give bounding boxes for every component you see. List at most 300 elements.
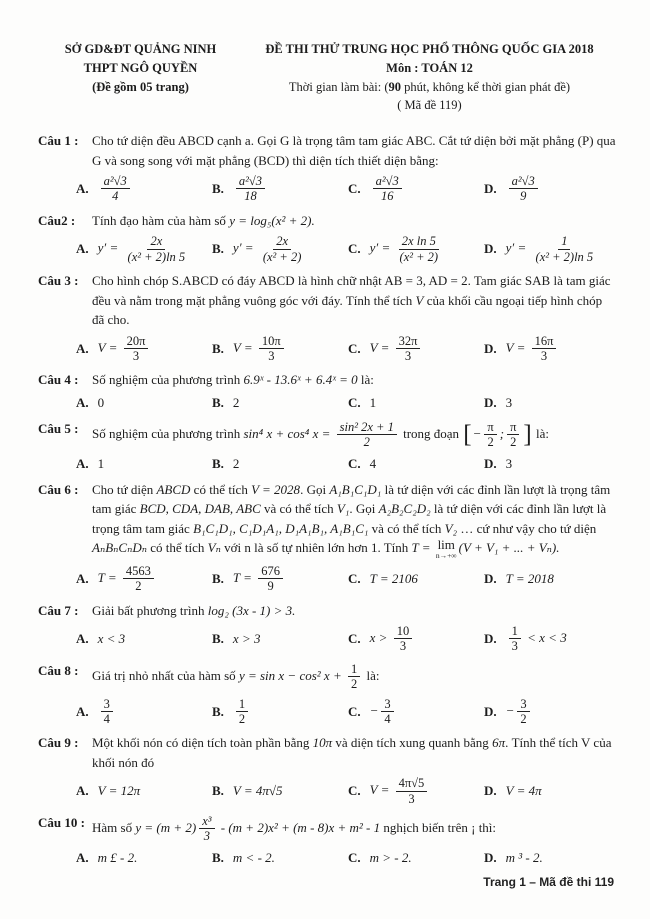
option-label: D. (484, 395, 497, 410)
fraction-numerator: 1 (348, 662, 360, 677)
fraction-denominator: 2 (135, 579, 142, 594)
text-run: 1 (369, 395, 377, 410)
option-B (212, 333, 344, 365)
question-statement (92, 480, 616, 560)
option-label: D. (484, 703, 497, 719)
math-expression: − (505, 702, 515, 718)
option-value (233, 696, 251, 728)
fraction-numerator: 2x (273, 234, 291, 249)
question-statement (92, 733, 616, 772)
text-run: có thể tích (147, 540, 208, 555)
option-value (98, 781, 141, 801)
fraction-numerator: 1 (509, 624, 521, 639)
fraction-numerator: 2x ln 5 (399, 234, 439, 249)
fraction-denominator: 2 (350, 677, 358, 692)
fraction-denominator: 4 (112, 189, 119, 204)
option-label: C. (348, 181, 361, 197)
math-expression: V = (505, 339, 529, 355)
question-body (76, 601, 616, 655)
question-3 (38, 271, 616, 364)
fraction-denominator: 16 (380, 189, 394, 204)
math-expression: A₂B₂C₂D₂ (378, 501, 431, 516)
text-run: Tính đạo hàm của hàm số (92, 212, 230, 228)
fraction-denominator: (x² + 2) (399, 249, 439, 264)
text-run: 0 (97, 395, 105, 410)
questions-list (38, 131, 616, 868)
option-C (348, 393, 480, 413)
text-run: trong đoạn (399, 425, 463, 441)
option-label: D. (484, 783, 497, 799)
exam-title: ĐỀ THI THỬ TRUNG HỌC PHỔ THÔNG QUỐC GIA 2018 (265, 42, 594, 56)
fraction-numerator: 3 (101, 697, 113, 712)
fraction-denominator: 4 (103, 711, 110, 726)
page-footer: Trang 1 – Mã đề thi 119 (483, 875, 614, 889)
fraction-numerator: 32π (396, 334, 421, 349)
text-run: 2 (232, 395, 240, 410)
option-label: C. (348, 850, 361, 866)
text-run: và có thể tích (368, 520, 445, 536)
option-value (233, 454, 240, 474)
option-D (484, 233, 616, 265)
question-label: Câu 7 : (38, 602, 79, 618)
question-statement (92, 601, 616, 621)
option-C (348, 775, 480, 807)
exam-subject: Môn : TOÁN 12 (386, 60, 473, 75)
option-label: A. (76, 181, 89, 197)
fraction (101, 174, 130, 204)
text-run: . Gọi (300, 481, 330, 497)
math-expression: 10π (312, 735, 333, 751)
text-run: Giải bất phương trình (92, 602, 208, 618)
option-label: A. (76, 850, 89, 866)
fraction-denominator: 2 (520, 711, 527, 726)
text-run: … cứ như vậy cho tứ diện (457, 520, 597, 536)
math-expression: ; (499, 425, 505, 441)
header-left-block (38, 40, 243, 115)
question-statement (92, 661, 616, 693)
option-label: C. (348, 783, 361, 799)
text-run: là: (363, 667, 380, 683)
math-expression: (V + V₁ + ... + Vₙ). (458, 540, 560, 555)
question-label: Câu 10 : (38, 815, 85, 831)
question-9 (38, 733, 616, 807)
option-B (212, 233, 344, 265)
option-A (76, 781, 208, 801)
option-A (76, 629, 208, 649)
option-D (484, 393, 616, 413)
option-label: D. (484, 181, 497, 197)
option-A (76, 848, 208, 868)
option-label: B. (212, 783, 224, 799)
option-B (212, 173, 344, 205)
fraction (381, 697, 393, 727)
question-statement (92, 419, 616, 451)
math-expression: V = (232, 339, 256, 355)
duration-minutes: 90 (388, 79, 402, 94)
option-C (348, 848, 480, 868)
question-label: Câu 3 : (38, 273, 79, 288)
fraction (125, 234, 189, 264)
fraction-numerator: π (507, 420, 519, 435)
option-B (212, 454, 344, 474)
math-expression: V = (369, 339, 393, 355)
math-expression: y = (m + 2) (135, 819, 197, 835)
fraction-denominator: 3 (404, 348, 412, 363)
option-label: B. (212, 703, 224, 719)
fraction (397, 234, 442, 264)
text-run: nghịch biến trên ¡ thì: (380, 819, 497, 835)
option-C (348, 173, 480, 205)
math-expression: y = sin x − cos² x + (238, 667, 345, 683)
text-run: Cho tứ diện đều ABCD cạnh a. Gọi G là trọng tâm tam giác ABC. Cắt tứ diện bởi mặt phẳng (P) qua G và song song với mặt phẳng (BCD) thì diện tích thiết diện bằng: (92, 133, 616, 168)
question-body (76, 661, 616, 728)
option-D (484, 696, 616, 728)
fraction (396, 334, 421, 364)
option-value (233, 629, 261, 649)
question-4 (38, 370, 616, 413)
option-D (484, 623, 616, 655)
math-expression: x > 3 (232, 631, 261, 647)
option-C (348, 233, 480, 265)
fraction-numerator: 2x (147, 234, 165, 249)
text-run: có thể tích (190, 481, 252, 497)
question-body (76, 131, 616, 205)
option-value (506, 848, 543, 868)
question-body (76, 480, 616, 595)
option-value (233, 848, 275, 868)
option-value (233, 333, 287, 365)
math-expression: V = 2028 (251, 481, 301, 497)
math-expression: − (369, 702, 379, 718)
option-A (76, 333, 208, 365)
option-value (233, 393, 240, 413)
text-run: 2 (232, 455, 240, 471)
fraction (348, 662, 360, 692)
option-value (506, 173, 541, 205)
text-run: 1 (97, 455, 105, 471)
math-expression: A₁B₁C₁D₁ (329, 481, 382, 497)
question-7 (38, 601, 616, 655)
math-expression: T = 2018 (505, 570, 554, 586)
option-label: C. (348, 570, 361, 586)
question-label: Câu2 : (38, 212, 76, 228)
option-value (506, 393, 513, 413)
text-run: Giá trị nhỏ nhất của hàm số (92, 667, 239, 683)
fraction-numerator: 3 (517, 697, 529, 712)
option-value (98, 696, 116, 728)
text-run: Số nghiệm của phương trình (92, 372, 244, 388)
bracket: [ (463, 421, 472, 449)
options-row (76, 173, 616, 205)
option-value (98, 393, 105, 413)
option-label: B. (212, 340, 224, 356)
fraction-numerator: 10 (394, 624, 413, 639)
options-row (76, 696, 616, 728)
fraction-denominator: 3 (268, 348, 275, 363)
math-expression: - (m + 2)x² + (m - 8)x + m² - 1 (217, 819, 381, 835)
option-C (348, 454, 480, 474)
fraction (258, 564, 283, 594)
math-expression: y′ = (505, 240, 530, 256)
option-value (506, 781, 542, 801)
math-expression: m < - 2. (232, 850, 275, 866)
option-B (212, 781, 344, 801)
option-value (506, 233, 600, 265)
math-expression: m ³ - 2. (505, 850, 543, 866)
math-expression: y = log₅(x² + 2). (229, 212, 315, 228)
fraction (259, 334, 284, 364)
options-row (76, 623, 616, 655)
text-run: 3 (505, 455, 513, 471)
math-expression: T = 2106 (369, 570, 418, 586)
option-value (506, 333, 560, 365)
option-label: B. (212, 631, 224, 647)
exam-header (38, 40, 616, 115)
question-body (76, 733, 616, 807)
fraction (373, 174, 402, 204)
text-run: là: (532, 425, 549, 441)
option-value (98, 333, 152, 365)
fraction-denominator: 9 (267, 579, 274, 594)
duration-suffix: phút, không kể thời gian phát đề) (401, 79, 571, 94)
text-run: . Gọi (349, 501, 379, 516)
option-D (484, 173, 616, 205)
option-value (506, 623, 567, 655)
fraction-numerator: π (484, 420, 496, 435)
fraction (396, 776, 428, 806)
text-run: 4 (369, 455, 377, 471)
question-8 (38, 661, 616, 728)
question-label: Câu 9 : (38, 735, 79, 751)
fraction (509, 174, 538, 204)
option-label: C. (348, 703, 361, 719)
fraction-denominator: (x² + 2)ln 5 (535, 249, 594, 264)
fraction-denominator: 3 (132, 348, 140, 363)
exam-code: ( Mã đề 119) (397, 98, 462, 113)
question-statement (92, 131, 616, 170)
option-value (370, 333, 424, 365)
option-value (98, 629, 126, 649)
math-expression: 6π (492, 735, 506, 751)
question-statement (92, 370, 616, 390)
option-value (233, 563, 286, 595)
fraction-denominator: 2 (487, 435, 494, 450)
text-run: Số nghiệm của phương trình (92, 425, 244, 441)
option-A (76, 173, 208, 205)
fraction-numerator: 10π (259, 334, 284, 349)
option-label: A. (76, 340, 89, 356)
option-label: D. (484, 570, 497, 586)
question-body (76, 370, 616, 413)
fraction-numerator: 3 (381, 697, 393, 712)
page-count-note: (Đề gồm 05 trang) (92, 79, 189, 94)
math-expression: V₂ (444, 520, 458, 536)
option-label: B. (212, 241, 224, 257)
question-6 (38, 480, 616, 595)
fraction-denominator: 9 (520, 189, 527, 204)
bracket: ] (523, 421, 532, 449)
fraction-numerator: 20π (124, 334, 149, 349)
option-label: B. (212, 455, 224, 471)
option-value (233, 173, 268, 205)
option-value (370, 454, 377, 474)
fraction (517, 697, 529, 727)
options-row (76, 775, 616, 807)
duration-prefix: Thời gian làm bài: ( (288, 79, 389, 94)
question-5 (38, 419, 616, 474)
fraction (101, 697, 113, 727)
question-label: Câu 1 : (38, 133, 79, 148)
option-label: C. (348, 340, 361, 356)
fraction-denominator: 3 (511, 639, 518, 654)
math-expression: V = (97, 339, 121, 355)
fraction-numerator: 1 (558, 234, 570, 249)
fraction-denominator: 2 (363, 435, 370, 450)
option-value (98, 454, 105, 474)
options-row (76, 233, 616, 265)
option-D (484, 569, 616, 589)
fraction-numerator: 4π√5 (396, 776, 428, 791)
fraction-numerator: 676 (258, 564, 283, 579)
option-value (370, 696, 397, 728)
math-expression: y′ = (232, 240, 257, 256)
question-2 (38, 211, 616, 265)
option-value (370, 775, 431, 807)
option-value (370, 569, 418, 589)
option-A (76, 393, 208, 413)
options-row (76, 848, 616, 868)
math-expression: x < 3 (97, 631, 126, 647)
math-expression: V = 4π (505, 783, 542, 799)
question-statement (92, 813, 616, 845)
option-A (76, 696, 208, 728)
fraction-numerator: a²√3 (509, 174, 538, 189)
math-expression: m > - 2. (369, 850, 412, 866)
exam-duration (243, 78, 616, 97)
math-expression: < x < 3 (523, 629, 567, 645)
limit-subscript: n→+∞ (435, 551, 457, 561)
option-label: B. (212, 850, 224, 866)
fraction (484, 420, 496, 450)
fraction (533, 234, 597, 264)
option-value (370, 848, 412, 868)
header-right-block (243, 40, 616, 115)
math-expression: log₂ (3x - 1) > 3. (207, 602, 296, 618)
text-run: Một khối nón có diện tích toàn phần bằng (92, 735, 313, 751)
option-label: A. (76, 455, 89, 471)
fraction (507, 420, 519, 450)
option-value (233, 233, 307, 265)
options-row (76, 563, 616, 595)
text-run: Hàm số (92, 819, 136, 835)
fraction-numerator: 1 (236, 697, 248, 712)
option-value (98, 563, 157, 595)
fraction (509, 624, 521, 654)
option-label: B. (212, 570, 224, 586)
text-run: . Tính thể tích V của khối nón đó (92, 735, 612, 770)
option-label: D. (484, 241, 497, 257)
option-value (506, 454, 513, 474)
math-expression: V = (369, 782, 393, 798)
fraction-denominator: 3 (408, 791, 415, 806)
text-run: và diện tích xung quanh bằng (332, 735, 493, 751)
option-value (98, 233, 192, 265)
math-expression: ABCD (156, 481, 191, 497)
question-label: Câu 4 : (38, 372, 79, 388)
option-label: C. (348, 455, 361, 471)
math-expression: − (472, 425, 482, 441)
limit-notation (436, 538, 457, 560)
option-B (212, 393, 344, 413)
option-B (212, 563, 344, 595)
option-B (212, 629, 344, 649)
text-run: là tứ diện với các đỉnh lần lượt là trọng tâm tam giác (92, 481, 611, 516)
math-expression: AₙBₙCₙDₙ (92, 540, 148, 555)
options-row (76, 454, 616, 474)
option-label: C. (348, 395, 361, 410)
fraction-denominator: 2 (238, 711, 246, 726)
fraction-numerator: a²√3 (373, 174, 402, 189)
option-B (212, 848, 344, 868)
option-value (506, 696, 533, 728)
option-D (484, 333, 616, 365)
option-value (370, 623, 416, 655)
text-run: với n là số tự nhiên lớn hơn 1. Tính (220, 540, 412, 555)
option-C (348, 696, 480, 728)
option-label: A. (76, 703, 89, 719)
fraction-numerator: a²√3 (236, 174, 265, 189)
option-C (348, 623, 480, 655)
fraction (236, 174, 265, 204)
question-statement (92, 211, 616, 231)
question-label: Câu 5 : (38, 420, 79, 436)
math-expression: sin⁴ x + cos⁴ x = (243, 425, 334, 441)
math-expression: V = 4π√5 (232, 783, 283, 799)
option-label: D. (484, 631, 497, 647)
question-label: Câu 8 : (38, 662, 79, 678)
question-body (76, 271, 616, 364)
fraction-denominator: (x² + 2) (262, 249, 302, 264)
option-label: A. (76, 570, 89, 586)
math-expression: y′ = (97, 240, 122, 256)
option-label: A. (76, 631, 89, 647)
fraction (260, 234, 305, 264)
option-value (98, 173, 133, 205)
option-label: A. (76, 241, 89, 257)
fraction (199, 814, 214, 844)
fraction-denominator: 3 (399, 639, 407, 654)
option-D (484, 781, 616, 801)
fraction-numerator: a²√3 (101, 174, 130, 189)
option-label: D. (484, 850, 497, 866)
math-expression: y′ = (369, 240, 394, 256)
math-expression: V = 12π (97, 783, 141, 799)
question-10 (38, 813, 616, 868)
fraction-denominator: 4 (384, 711, 391, 726)
math-expression: m £ - 2. (97, 850, 138, 866)
text-run: Cho hình chóp S.ABCD có đáy ABCD là hình chữ nhật AB = 3, AD = 2. Tam giác SAB là tam giác đều và nằm trong mặt phẳng vuông góc với đáy. Tính thể tích (92, 273, 611, 308)
question-body (76, 211, 616, 265)
department-name: SỞ GD&ĐT QUẢNG NINH (64, 42, 217, 56)
fraction (236, 697, 248, 727)
fraction-denominator: 2 (510, 435, 517, 450)
option-value (233, 781, 283, 801)
option-C (348, 569, 480, 589)
fraction-numerator: x³ (199, 814, 214, 829)
option-A (76, 454, 208, 474)
fraction-numerator: 4563 (123, 564, 154, 579)
option-label: C. (348, 241, 361, 257)
